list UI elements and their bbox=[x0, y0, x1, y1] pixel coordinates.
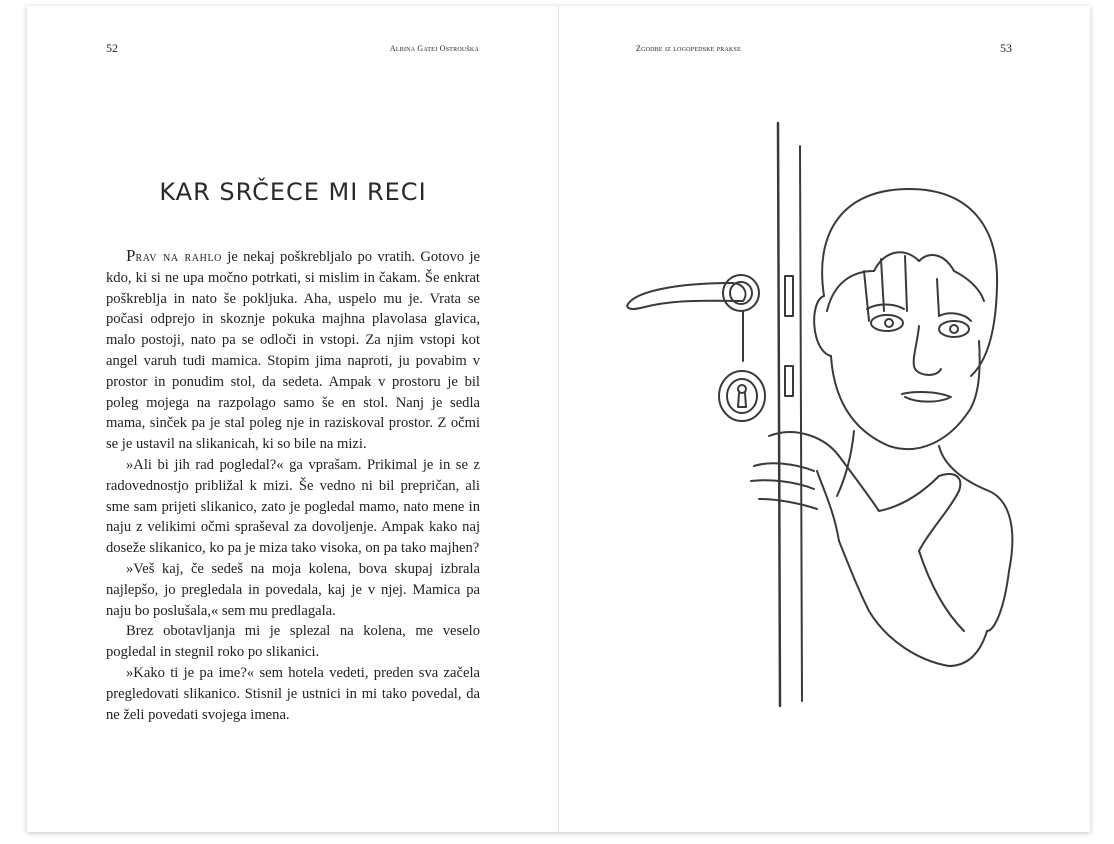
body-text bbox=[106, 246, 480, 725]
page-number-right: 53 bbox=[1000, 41, 1012, 55]
left-page bbox=[27, 6, 558, 832]
lead-smallcaps: rav na rahlo bbox=[135, 249, 222, 265]
paragraph-3: »Veš kaj, če sedeš na moja kolena, bova skupaj izbrala najlepšo, jo pregledala in povedala, kaj je v njej. Mamica pa naju bo poslušala,« sem mu predlagala. bbox=[106, 560, 480, 619]
child-peeking-door-illustration bbox=[619, 111, 1019, 721]
book-spread bbox=[27, 6, 1090, 832]
paragraph-5: »Kako ti je pa ime?« sem hotela vedeti, preden sva začela pregledovati slikanico. Stisnil je ustnici in mi tako povedal, da ne želi povedati svojega imena. bbox=[106, 664, 480, 723]
paragraph-1-text: je nekaj poškrebljalo po vratih. Gotovo je kdo, ki si ne upa močno potrkati, si mislim in čakam. Še enkrat poškreblja in nato še pokljuka. Aha, uspelo mu je. Vrata se počasi odprejo in skoznje pokuka majhna plavolasa glavica, malo postoji, nato pa se odloči in vstopi. Za njim vstopi kot angel varuh tudi mamica. Stopim jima naproti, ju povabim v prostor in ponudim stol, da sedeta. Ampak v prostoru je bil poleg mojega na razpolago samo še en stol. Nanj je sedla mama, sinček pa je stal poleg nje in raziskoval prostor. Z očmi se je ustavil na slikanicah, ki so bile na mizi. bbox=[106, 249, 480, 453]
page-number-left: 52 bbox=[106, 41, 118, 55]
paragraph-1 bbox=[106, 246, 480, 455]
lead-initial: P bbox=[126, 246, 136, 265]
running-head-right: Zgodbe iz logopedske prakse bbox=[636, 44, 741, 53]
running-head-left: Albina Gatej Ostrouška bbox=[389, 44, 479, 53]
chapter-title: KAR SRČECE MI RECI bbox=[159, 178, 427, 206]
right-page bbox=[559, 6, 1090, 832]
paragraph-4: Brez obotavljanja mi je splezal na kolena, me veselo pogledal in stegnil roko po slikanici. bbox=[106, 623, 480, 661]
paragraph-2: »Ali bi jih rad pogledal?« ga vprašam. Prikimal je in se z radovednostjo približal k mizi. Še vedno ni bil prepričan, ali sme sam prijeti slikanico, zato je pogledal mamo, nato mene in naju z velikimi očmi spraševal za dovoljenje. Ampak kako naj doseže slikanico, ko pa je miza tako visoka, on pa tako majhen? bbox=[106, 456, 480, 557]
